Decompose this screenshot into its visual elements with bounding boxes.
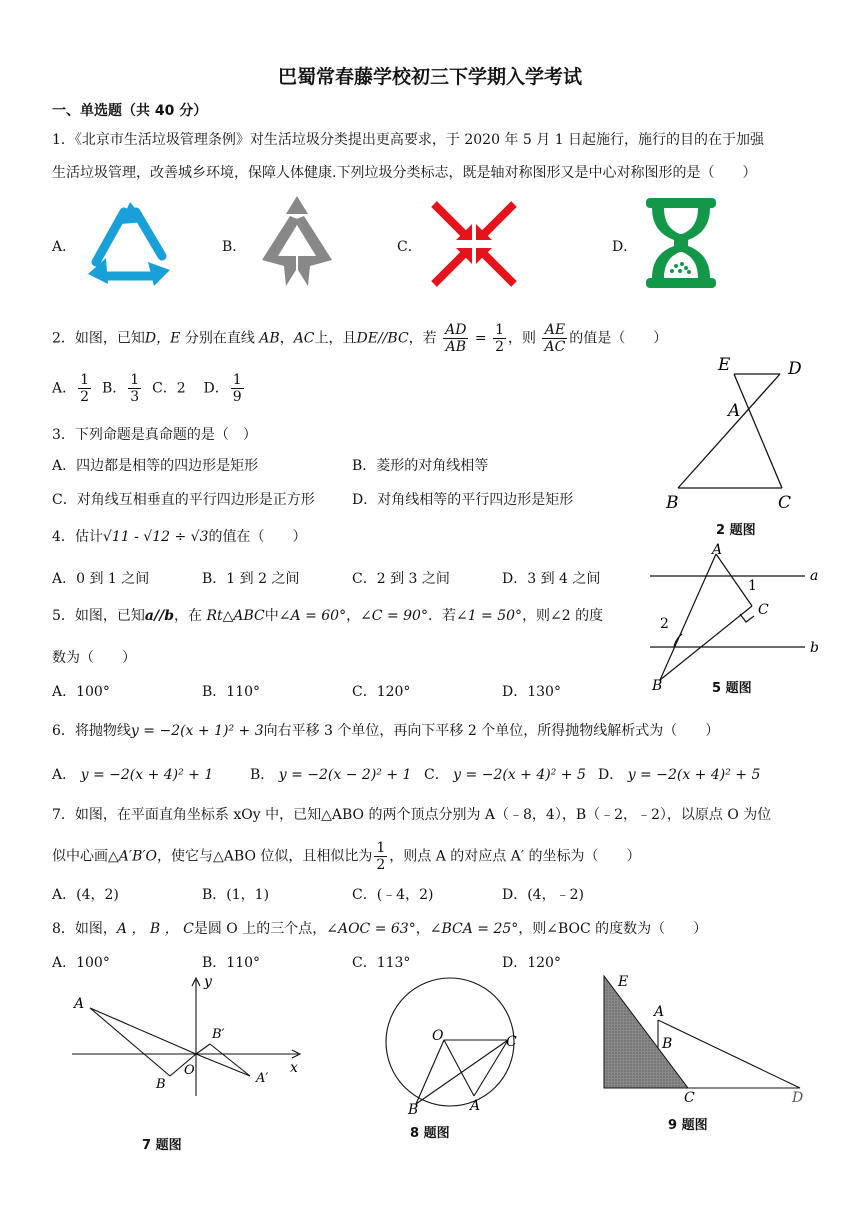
fig5-right-angle <box>740 614 754 622</box>
fig2-line-ec <box>734 374 782 488</box>
q2-od-den: 9 <box>232 389 242 405</box>
fig7-side-ab <box>90 1008 170 1076</box>
q8-pre: 8．如图， <box>52 921 117 937</box>
q2-fraction-half <box>493 322 506 355</box>
fig7-label-y: y <box>204 974 212 990</box>
q6-d-expr: y = −2(x + 4)² + 5 <box>627 767 761 783</box>
fig2-label-d: D <box>788 359 802 379</box>
fig2-label-b: B <box>666 493 679 513</box>
fig5-label-1: 1 <box>748 578 757 594</box>
q7-line2-mid: ，使它与△ABO 位似，且相似比为 <box>157 848 373 865</box>
q2-frac3-num: AE <box>542 322 567 339</box>
q2-ob-den: 3 <box>130 389 140 405</box>
q6-option-d <box>598 764 760 784</box>
q2-frac3-den: AC <box>544 339 566 355</box>
q6-b-label: B． <box>250 767 275 783</box>
q8-tail: ，则∠BOC 的度数为（ ） <box>518 921 708 937</box>
fig9-label-d: D <box>792 1090 804 1106</box>
q6-option-c <box>424 764 586 784</box>
q2-od-num: 1 <box>232 372 242 388</box>
fig8-label-c: C <box>506 1034 517 1050</box>
q4-option-a: A．0 到 1 之间 <box>52 571 150 587</box>
q2-frac2-den: 2 <box>495 339 505 355</box>
q6-option-b <box>250 764 411 784</box>
fig8-circle <box>386 978 514 1106</box>
q2-ruo: ，若 <box>408 330 437 347</box>
q1-option-b-label: B． <box>222 239 247 255</box>
fig7-side-ob2 <box>196 1044 210 1054</box>
q2-option-a-value <box>78 372 91 405</box>
fig2-label-e: E <box>718 355 731 375</box>
fig2-label-a: A <box>728 401 741 421</box>
q4-option-c: C．2 到 3 之间 <box>352 571 450 587</box>
q2-mid1: 分别在直线 <box>184 330 255 347</box>
fig7-label-o: O <box>184 1063 195 1078</box>
section-heading: 一、单选题（共 40 分） <box>52 103 208 119</box>
q5-option-b: B．110° <box>202 684 261 700</box>
q3-stem: 3．下列命题是真命题的是（ ） <box>52 427 257 443</box>
q2-fraction-ad-ab <box>443 322 468 355</box>
q8-mid: 是圆 O 上的三个点， <box>193 921 327 937</box>
q4-option-b: B．1 到 2 之间 <box>202 571 300 587</box>
q6-a-expr: y = −2(x + 4)² + 1 <box>80 767 214 783</box>
fig5-side-ac <box>716 554 752 606</box>
fig8-label-b: B <box>408 1102 419 1116</box>
q4-stem-pre: 4．估计 <box>52 529 103 545</box>
q2-option-a-label: A． <box>52 380 77 397</box>
q2-figure-caption: 2 题图 <box>716 523 756 538</box>
q7-figure <box>60 972 320 1102</box>
q7-option-d: D．(4，﹣2) <box>502 887 584 903</box>
q2-comma: ， <box>279 330 294 347</box>
q9-figure-caption: 9 题图 <box>668 1118 708 1133</box>
q5-parallel: a//b <box>144 608 175 624</box>
fig7-label-x: x <box>290 1060 298 1076</box>
q6-c-label: C． <box>424 767 449 783</box>
fig5-label-line-a: a <box>810 568 819 584</box>
q1-stem-line2: 生活垃圾管理，改善城乡环境，保障人体健康.下列垃圾分类标志，既是轴对称图形又是中心对称图形的是（ ） <box>52 165 757 181</box>
q7-option-c: C．(﹣4，2) <box>352 887 434 903</box>
q5-triangle: Rt△ABC <box>206 608 265 624</box>
q7-figure-caption: 7 题图 <box>142 1138 182 1153</box>
q1-stem-line1: 1．《北京市生活垃圾管理条例》对生活垃圾分类提出更高要求，于 2020 年 5 月 1 日起施行，施行的目的在于加强 <box>52 132 765 148</box>
fig7-side-ao <box>90 1008 196 1054</box>
fig9-label-c: C <box>684 1090 695 1106</box>
q2-option-c: C．2 <box>152 380 186 397</box>
q7-ratio-num: 1 <box>376 840 386 856</box>
q2-options <box>52 372 246 405</box>
q2-points-de: D，E <box>144 330 181 347</box>
q8-option-c: C．113° <box>352 955 411 971</box>
q5-option-d: D．130° <box>502 684 561 700</box>
fig9-label-a: A <box>654 1004 665 1020</box>
q4-stem <box>52 526 306 546</box>
fig5-label-2: 2 <box>660 616 669 632</box>
q6-stem-post: 向右平移 3 个单位，再向下平移 2 个单位，所得抛物线解析式为（ ） <box>263 723 720 739</box>
q7-aprime: A′B′O <box>118 848 158 865</box>
fig7-label-a: A <box>74 996 85 1012</box>
q5-angle-a: ∠A = 60° <box>278 608 347 624</box>
fig7-label-a-prime: A′ <box>256 1071 269 1086</box>
fig5-side-bc <box>660 606 752 680</box>
fig7-side-b2a2 <box>210 1044 250 1076</box>
q6-c-expr: y = −2(x + 4)² + 5 <box>453 767 586 783</box>
fig5-label-b: B <box>652 678 663 694</box>
q5-option-c: C．120° <box>352 684 411 700</box>
q2-option-b-label: B． <box>101 380 127 397</box>
q5-option-a: A．100° <box>52 684 110 700</box>
q6-stem <box>52 720 719 740</box>
q8-option-b: B．110° <box>202 955 261 971</box>
q2-line-ab: AB <box>259 330 280 347</box>
q5-mid2: 中 <box>264 608 279 624</box>
q7-ratio-den: 2 <box>376 857 386 873</box>
q5-stem-line2: 数为（ ） <box>52 650 136 666</box>
q1-option-a-label: A． <box>52 239 77 255</box>
q3-option-b: B．菱形的对角线相等 <box>352 458 489 474</box>
q5-ruo: ．若 <box>427 608 456 624</box>
q5-angle-c: ∠C = 90° <box>360 608 428 624</box>
q2-line-ac: AC <box>293 330 315 347</box>
q7-line2-post: ，则点 A 的对应点 A′ 的坐标为（ ） <box>389 848 641 865</box>
fig5-label-line-b: b <box>810 640 819 656</box>
q6-stem-pre: 6．将抛物线 <box>52 723 131 739</box>
fig9-shaded-triangle <box>604 976 688 1088</box>
q1-option-d-label: D． <box>612 239 638 255</box>
grey-arrow-triangle-icon <box>256 196 338 292</box>
q2-equals: = <box>474 330 487 347</box>
q6-a-label: A． <box>52 767 77 783</box>
q5-figure-caption: 5 题图 <box>712 681 752 696</box>
q8-option-a: A．100° <box>52 955 110 971</box>
fig8-line-oa <box>444 1040 474 1096</box>
q2-mid2: 上，且 <box>314 330 357 347</box>
q5-mid: ，在 <box>174 608 203 624</box>
q2-frac2-num: 1 <box>495 322 505 338</box>
q8-figure-caption: 8 题图 <box>410 1126 450 1141</box>
fig7-label-b-prime: B′ <box>212 1027 225 1042</box>
q2-stem <box>52 322 667 355</box>
q3-option-a: A．四边都是相等的四边形是矩形 <box>52 458 259 474</box>
fig9-label-b: B <box>662 1036 673 1052</box>
q5-pre: 5．如图，已知 <box>52 608 145 624</box>
fig7-label-b: B <box>156 1077 166 1092</box>
fig8-label-o: O <box>432 1028 444 1044</box>
q2-frac1-num: AD <box>445 322 467 338</box>
exam-title: 巴蜀常春藤学校初三下学期入学考试 <box>277 66 582 88</box>
q2-option-d-label: D． <box>203 380 229 397</box>
q2-fraction-ae-ac <box>542 322 567 355</box>
q6-d-label: D． <box>598 767 624 783</box>
q2-tail: 的值是（ ） <box>569 330 668 347</box>
fig2-line-db <box>678 374 780 488</box>
q8-option-d: D．120° <box>502 955 561 971</box>
q2-ob-num: 1 <box>130 372 140 388</box>
q6-b-expr: y = −2(x − 2)² + 1 <box>278 767 412 783</box>
q8-figure <box>374 976 524 1116</box>
fig8-line-ac <box>474 1040 508 1096</box>
q2-ze: ，则 <box>508 330 537 347</box>
q8-stem: 8．如图，A ， B ， C是圆 O 上的三个点，∠AOC = 63°，∠BCA = 25°，则∠BOC 的度数为（ ） <box>52 921 708 937</box>
q9-figure <box>600 968 820 1108</box>
fig2-label-c: C <box>778 493 792 513</box>
recycle-triangle-icon <box>84 200 176 286</box>
q6-option-a <box>52 764 213 784</box>
q8-angle-bca: ∠BCA = 25° <box>429 921 519 937</box>
fig7-side-oa2 <box>196 1054 250 1076</box>
fig9-label-e: E <box>618 974 629 990</box>
green-hourglass-icon <box>644 196 718 290</box>
q8-angle-aoc: ∠AOC = 63° <box>326 921 416 937</box>
q2-option-b-value <box>128 372 141 405</box>
q7-line2-pre: 似中心画△ <box>52 848 119 865</box>
q7-ratio <box>374 840 387 873</box>
q3-option-c: C．对角线互相垂直的平行四边形是正方形 <box>52 492 315 508</box>
q2-option-d-value <box>231 372 244 405</box>
q7-option-a: A．(4，2) <box>52 887 119 903</box>
q2-parallel: DE//BC <box>356 330 409 347</box>
q7-stem-line2 <box>52 840 641 873</box>
fig5-label-a: A <box>712 542 723 558</box>
q3-option-d: D．对角线相等的平行四边形是矩形 <box>352 492 574 508</box>
q4-expression: √11 - √12 ÷ √3 <box>102 529 209 545</box>
q7-option-b: B．(1，1) <box>202 887 270 903</box>
q2-figure <box>660 350 820 520</box>
q2-oa-den: 2 <box>80 389 90 405</box>
q4-stem-post: 的值在（ ） <box>208 529 307 545</box>
q6-expression: y = −2(x + 1)² + 3 <box>130 723 264 739</box>
q4-option-d: D．3 到 4 之间 <box>502 571 601 587</box>
q5-stem-line1: 5．如图，已知a//b，在 Rt△ABC中∠A = 60°，∠C = 90°．若∠1 = 50°，则∠2 的度 <box>52 608 604 624</box>
q8-points: A ， B ， C <box>116 921 194 937</box>
red-arrows-icon <box>428 200 520 288</box>
q2-prefix: 2．如图，已知 <box>52 330 145 347</box>
q5-angle-1: ∠1 = 50° <box>455 608 523 624</box>
fig5-label-c: C <box>758 602 769 618</box>
q1-option-c-label: C． <box>397 239 422 255</box>
q5-tail: ，则∠2 的度 <box>522 608 604 624</box>
q5-figure <box>640 540 830 696</box>
q7-stem-line1: 7．如图，在平面直角坐标系 xOy 中，已知△ABO 的两个顶点分别为 A（﹣8，4），B（﹣2，﹣2），以原点 O 为位 <box>52 807 772 823</box>
q2-oa-num: 1 <box>80 372 90 388</box>
fig8-label-a: A <box>470 1098 481 1114</box>
q2-frac1-den: AB <box>445 339 466 355</box>
